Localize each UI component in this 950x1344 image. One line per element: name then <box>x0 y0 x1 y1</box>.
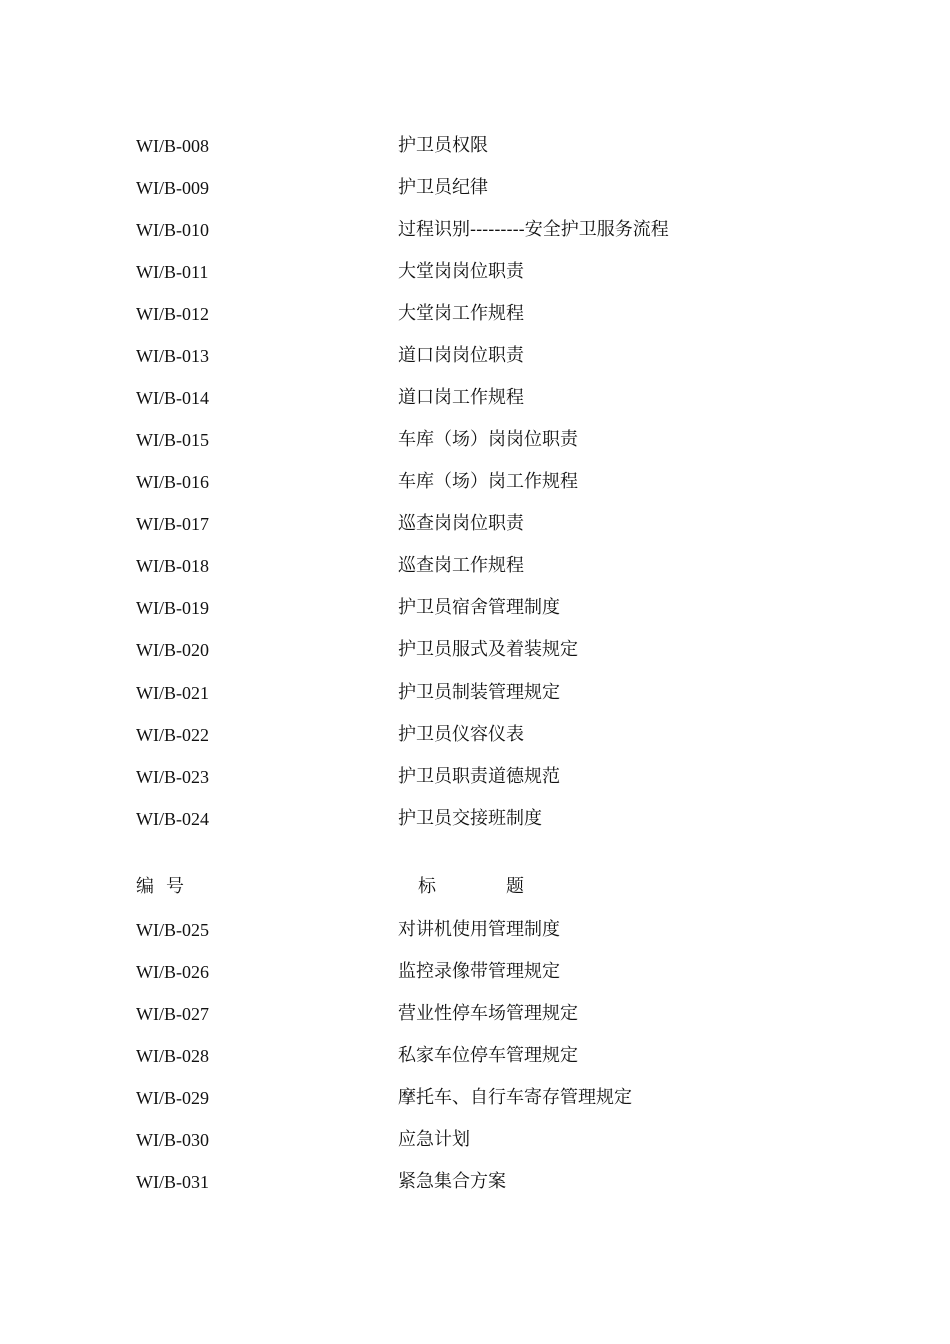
doc-code: WI/B-031 <box>136 1172 209 1192</box>
doc-code: WI/B-024 <box>136 809 209 829</box>
doc-title: 私家车位停车管理规定 <box>398 1045 578 1066</box>
doc-title: 车库（场）岗工作规程 <box>398 471 578 492</box>
list-row <box>0 135 950 177</box>
doc-title: 过程识别---------安全护卫服务流程 <box>398 219 669 240</box>
doc-title: 护卫员服式及着装规定 <box>398 639 578 660</box>
list-row <box>0 724 950 766</box>
doc-code: WI/B-027 <box>136 1004 209 1024</box>
doc-title: 紧急集合方案 <box>398 1171 506 1192</box>
list-row <box>0 471 950 513</box>
doc-title: 护卫员职责道德规范 <box>398 766 560 787</box>
list-row <box>0 261 950 303</box>
list-row <box>0 345 950 387</box>
doc-title: 道口岗岗位职责 <box>398 345 524 366</box>
doc-code: WI/B-012 <box>136 304 209 324</box>
doc-code: WI/B-011 <box>136 262 209 282</box>
column-header-title: 标题 <box>418 876 594 897</box>
doc-title: 巡查岗工作规程 <box>398 555 524 576</box>
doc-code: WI/B-016 <box>136 472 209 492</box>
list-row <box>0 1087 950 1129</box>
doc-code: WI/B-029 <box>136 1088 209 1108</box>
list-row <box>0 1129 950 1171</box>
list-row <box>0 303 950 345</box>
doc-code: WI/B-014 <box>136 388 209 408</box>
doc-title: 护卫员纪律 <box>398 177 488 198</box>
doc-code: WI/B-009 <box>136 178 209 198</box>
doc-code: WI/B-020 <box>136 640 209 660</box>
list-row <box>0 429 950 471</box>
doc-code: WI/B-026 <box>136 962 209 982</box>
doc-code: WI/B-018 <box>136 556 209 576</box>
doc-code: WI/B-013 <box>136 346 209 366</box>
doc-title: 营业性停车场管理规定 <box>398 1003 578 1024</box>
doc-title: 护卫员权限 <box>398 135 488 156</box>
doc-title: 车库（场）岗岗位职责 <box>398 429 578 450</box>
doc-title: 对讲机使用管理制度 <box>398 919 560 940</box>
list-row <box>0 513 950 555</box>
list-row <box>0 597 950 639</box>
list-row <box>0 961 950 1003</box>
list-row <box>0 177 950 219</box>
doc-title: 应急计划 <box>398 1129 470 1150</box>
column-header-row <box>0 876 950 918</box>
doc-title: 护卫员交接班制度 <box>398 808 542 829</box>
doc-code: WI/B-028 <box>136 1046 209 1066</box>
doc-title: 监控录像带管理规定 <box>398 961 560 982</box>
list-row <box>0 1045 950 1087</box>
doc-title: 大堂岗工作规程 <box>398 303 524 324</box>
doc-code: WI/B-010 <box>136 220 209 240</box>
list-row <box>0 682 950 724</box>
doc-code: WI/B-023 <box>136 767 209 787</box>
doc-title: 护卫员制装管理规定 <box>398 682 560 703</box>
doc-code: WI/B-025 <box>136 920 209 940</box>
doc-title: 道口岗工作规程 <box>398 387 524 408</box>
list-row <box>0 219 950 261</box>
doc-title: 摩托车、自行车寄存管理规定 <box>398 1087 632 1108</box>
doc-title: 护卫员仪容仪表 <box>398 724 524 745</box>
list-row <box>0 919 950 961</box>
doc-code: WI/B-017 <box>136 514 209 534</box>
list-row <box>0 1171 950 1213</box>
list-row <box>0 555 950 597</box>
list-row <box>0 808 950 850</box>
list-row <box>0 387 950 429</box>
doc-code: WI/B-015 <box>136 430 209 450</box>
column-header-code: 编号 <box>136 876 196 897</box>
list-row <box>0 766 950 808</box>
list-row <box>0 639 950 681</box>
doc-code: WI/B-022 <box>136 725 209 745</box>
doc-code: WI/B-030 <box>136 1130 209 1150</box>
doc-code: WI/B-019 <box>136 598 209 618</box>
doc-title: 巡查岗岗位职责 <box>398 513 524 534</box>
doc-title: 护卫员宿舍管理制度 <box>398 597 560 618</box>
list-row <box>0 1003 950 1045</box>
doc-code: WI/B-008 <box>136 136 209 156</box>
doc-title: 大堂岗岗位职责 <box>398 261 524 282</box>
doc-code: WI/B-021 <box>136 683 209 703</box>
